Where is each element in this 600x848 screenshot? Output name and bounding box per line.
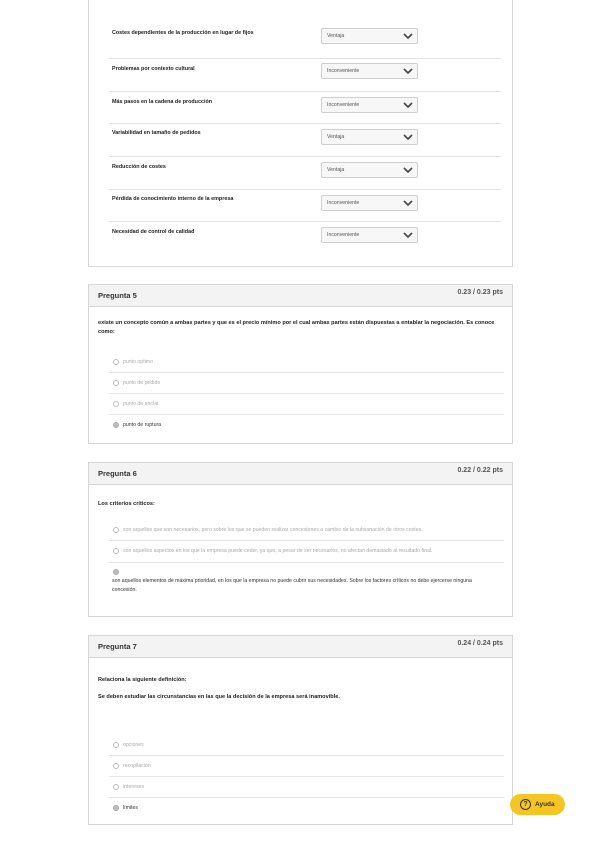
radio-button[interactable] bbox=[113, 569, 119, 575]
answer-option[interactable] bbox=[109, 798, 504, 819]
option-label: intereses bbox=[123, 784, 145, 790]
match-label: Más pasos en la cadena de producción bbox=[112, 99, 213, 105]
radio-button[interactable] bbox=[113, 548, 119, 554]
radio-button[interactable] bbox=[113, 742, 119, 748]
answer-select[interactable] bbox=[321, 162, 418, 178]
select-value: Inconveniente bbox=[327, 200, 360, 206]
match-label: Necesidad de control de calidad bbox=[112, 229, 195, 235]
question-6-card bbox=[88, 462, 513, 617]
select-value: Inconveniente bbox=[327, 68, 360, 74]
match-label: Costes dependientes de la producción en lugar de fijos bbox=[112, 30, 254, 36]
question-title: Pregunta 7 bbox=[98, 642, 137, 651]
answer-option[interactable] bbox=[109, 563, 504, 603]
radio-button[interactable] bbox=[113, 527, 119, 533]
answer-select[interactable] bbox=[321, 97, 418, 113]
answer-option[interactable] bbox=[109, 415, 504, 436]
chevron-down-icon bbox=[403, 199, 413, 207]
answer-select[interactable] bbox=[321, 28, 418, 44]
match-row bbox=[109, 92, 501, 124]
match-row bbox=[109, 59, 501, 92]
option-label: son aquellos aspectos en los que la empresa puede ceder, ya que, a pesar de ser necesarios, no afectan demasiado al resultado final. bbox=[123, 548, 433, 554]
chevron-down-icon bbox=[403, 166, 413, 174]
question-title: Pregunta 5 bbox=[98, 291, 137, 300]
chevron-down-icon bbox=[403, 231, 413, 239]
question-header bbox=[89, 463, 512, 485]
match-label: Variabilidad en tamaño de pedidos bbox=[112, 130, 201, 136]
question-score: 0.23 / 0.23 pts bbox=[457, 289, 503, 296]
option-label: son aquellos elementos de máxima prioridad, en los que la empresa no puede cubrir sus necesidades. Sobre los factores críticos no debe ejercerse ninguna concesión. bbox=[112, 578, 472, 593]
radio-button[interactable] bbox=[113, 359, 119, 365]
question-5-card bbox=[88, 284, 513, 444]
match-row bbox=[109, 222, 501, 255]
answer-option[interactable] bbox=[109, 352, 504, 373]
option-label: son aquellos que son necesarios, pero sobre los que se pueden realizar concesiones a cambio de la subsanación de otros costes. bbox=[123, 527, 423, 533]
match-row bbox=[109, 157, 501, 190]
radio-button[interactable] bbox=[113, 422, 119, 428]
select-value: Ventaja bbox=[327, 167, 345, 173]
match-label: Problemas por contexto cultural bbox=[112, 66, 195, 72]
chevron-down-icon bbox=[403, 101, 413, 109]
question-score: 0.24 / 0.24 pts bbox=[457, 640, 503, 647]
answer-select[interactable] bbox=[321, 129, 418, 145]
radio-button[interactable] bbox=[113, 401, 119, 407]
option-label: recopilación bbox=[123, 763, 151, 769]
question-7-card bbox=[88, 635, 513, 825]
chevron-down-icon bbox=[403, 133, 413, 141]
question-statement: existe un concepto común a ambas partes y que es el precio mínimo por el cual ambas partes están dispuestas a entablar la negociación. Es conoce como: bbox=[98, 320, 495, 335]
select-value: Ventaja bbox=[327, 33, 345, 39]
match-label: Pérdida de conocimiento interno de la empresa bbox=[112, 196, 234, 202]
radio-button[interactable] bbox=[113, 380, 119, 386]
answer-select[interactable] bbox=[321, 227, 418, 243]
option-label: punto de anclar bbox=[123, 401, 159, 407]
question-circle-icon: ? bbox=[520, 799, 531, 810]
chevron-down-icon bbox=[403, 32, 413, 40]
match-label: Reducción de costes bbox=[112, 164, 166, 170]
option-label: opciones bbox=[123, 742, 144, 748]
match-row bbox=[109, 190, 501, 222]
answer-option[interactable] bbox=[109, 373, 504, 394]
question-title: Pregunta 6 bbox=[98, 469, 137, 478]
help-button-label: Ayuda bbox=[535, 801, 555, 808]
help-button[interactable] bbox=[510, 794, 565, 815]
option-label: límites bbox=[123, 805, 138, 811]
answer-select[interactable] bbox=[321, 195, 418, 211]
chevron-down-icon bbox=[403, 67, 413, 75]
question-score: 0.22 / 0.22 pts bbox=[457, 467, 503, 474]
question-statement: Relaciona la siguiente definición: bbox=[98, 677, 187, 683]
option-label: punto optimo bbox=[123, 359, 153, 365]
answer-option[interactable] bbox=[109, 756, 504, 777]
answer-option[interactable] bbox=[109, 394, 504, 415]
select-value: Inconveniente bbox=[327, 232, 360, 238]
answer-option[interactable] bbox=[109, 520, 504, 541]
answer-option[interactable] bbox=[109, 541, 504, 563]
question-header bbox=[89, 285, 512, 307]
radio-button[interactable] bbox=[113, 784, 119, 790]
option-label: punto de pedido bbox=[123, 380, 161, 386]
match-row bbox=[109, 124, 501, 157]
option-label: punto de ruptura bbox=[123, 422, 162, 428]
radio-button[interactable] bbox=[113, 805, 119, 811]
question-statement: Los criterios críticos: bbox=[98, 501, 155, 507]
select-value: Inconveniente bbox=[327, 102, 360, 108]
answer-select[interactable] bbox=[321, 63, 418, 79]
question-header bbox=[89, 636, 512, 658]
question-4-card bbox=[88, 0, 513, 267]
answer-option[interactable] bbox=[109, 777, 504, 798]
answer-option[interactable] bbox=[109, 735, 504, 756]
radio-button[interactable] bbox=[113, 763, 119, 769]
match-row bbox=[109, 26, 501, 59]
question-statement: Se deben estudiar las circunstancias en las que la decisión de la empresa será inamovible. bbox=[98, 694, 340, 700]
select-value: Ventaja bbox=[327, 134, 345, 140]
